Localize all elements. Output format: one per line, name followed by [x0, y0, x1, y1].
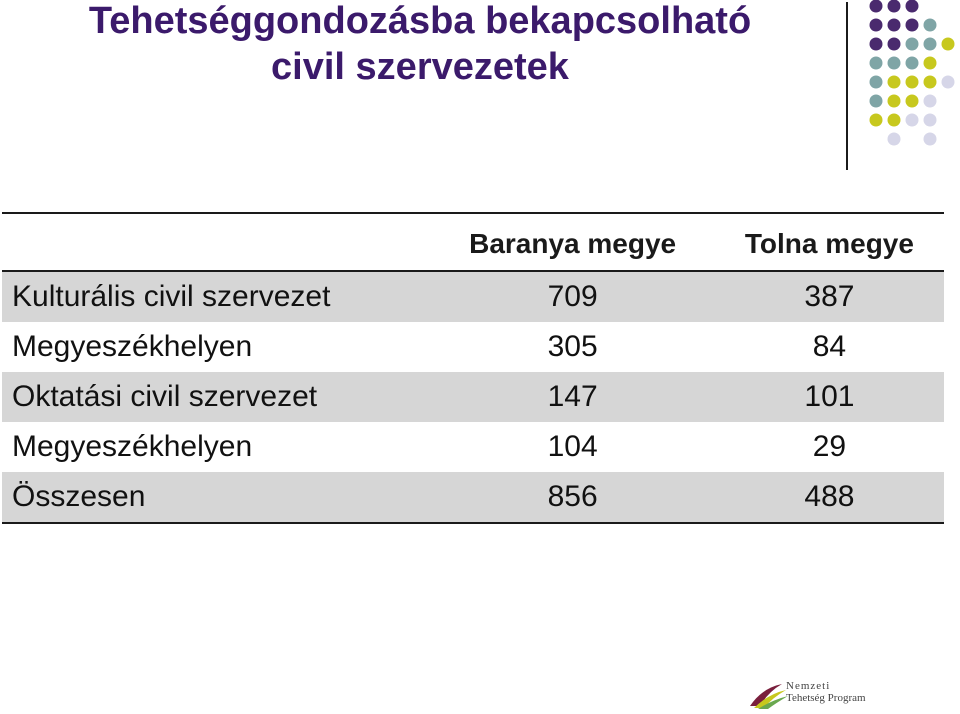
title-line-2: civil szervezetek: [271, 46, 569, 88]
table-row: [2, 422, 944, 472]
logo-text-line-1: Nemzeti: [786, 680, 831, 692]
baranya-value: 709: [430, 271, 714, 322]
row-label: Kulturális civil szervezet: [2, 271, 430, 322]
tolna-value: 84: [812, 330, 847, 363]
logo-text-line-2: Tehetség Program: [786, 692, 866, 704]
table-row-total: [2, 472, 944, 523]
row-label: Összesen: [2, 472, 430, 523]
tolna-value: 387: [715, 271, 944, 322]
header-tolna: Tolna megye: [715, 213, 944, 271]
tolna-value: 488: [715, 472, 944, 523]
table-row: [2, 271, 944, 322]
row-label: Oktatási civil szervezet: [2, 372, 430, 422]
table-header-row: [2, 213, 944, 271]
row-label: Megyeszékhelyen: [12, 430, 253, 463]
tolna-value: 29: [812, 430, 847, 463]
table-row: [2, 322, 944, 372]
title-line-1: Tehetséggondozásba bekapcsolható: [88, 0, 752, 42]
table-row: [2, 372, 944, 422]
header-empty: [2, 213, 430, 271]
baranya-value: 305: [547, 330, 598, 363]
row-label: Megyeszékhelyen: [12, 330, 253, 363]
header-baranya: Baranya megye: [430, 213, 714, 271]
tolna-value: 101: [715, 372, 944, 422]
statistics-table: [2, 212, 944, 524]
baranya-value: 147: [430, 372, 714, 422]
baranya-value: 856: [430, 472, 714, 523]
baranya-value: 104: [547, 430, 598, 463]
